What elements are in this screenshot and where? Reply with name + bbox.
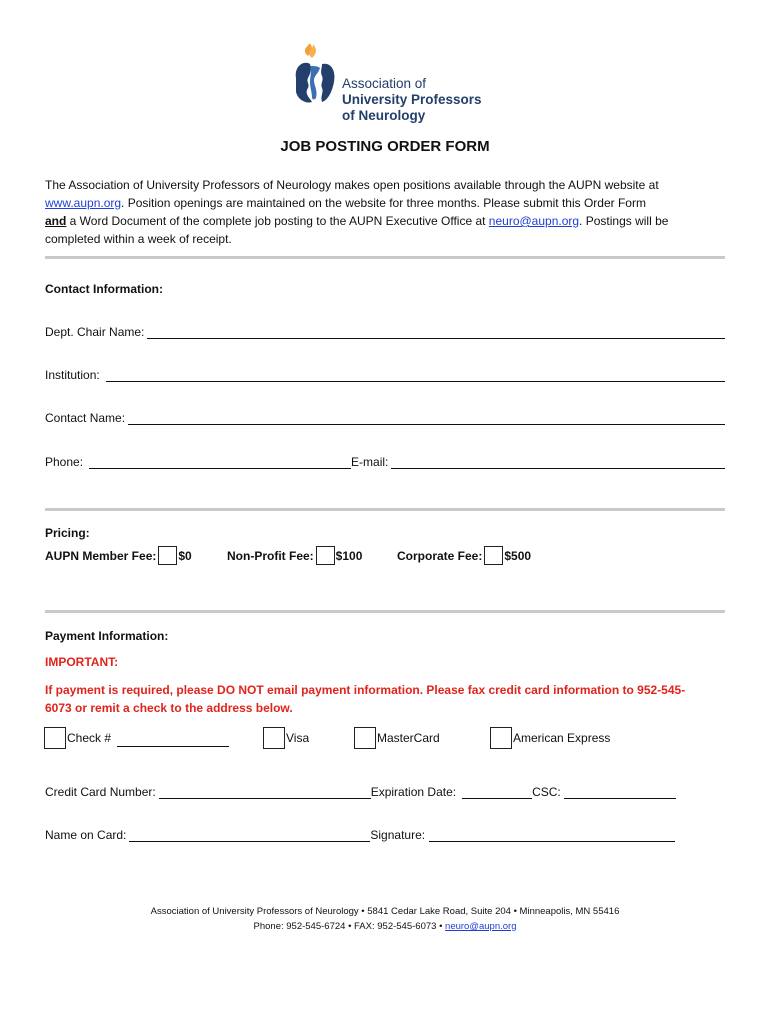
payment-heading: Payment Information: bbox=[45, 629, 169, 643]
payment-warning-line-2: 6073 or remit a check to the address below. bbox=[45, 701, 293, 715]
phone-label: Phone: bbox=[45, 455, 84, 469]
footer-email-link[interactable]: neuro@aupn.org bbox=[445, 921, 517, 932]
expiration-label: Expiration Date: bbox=[370, 785, 457, 799]
csc-input[interactable] bbox=[564, 786, 676, 799]
nonprofit-fee-checkbox[interactable] bbox=[316, 546, 335, 565]
aupn-logo bbox=[292, 44, 492, 126]
dept-chair-input[interactable] bbox=[147, 326, 725, 339]
dept-chair-field bbox=[45, 325, 725, 339]
intro-paragraph bbox=[45, 176, 720, 248]
institution-label: Institution: bbox=[45, 368, 100, 382]
check-label: Check # bbox=[67, 731, 112, 745]
divider bbox=[45, 610, 725, 613]
nonprofit-fee-value: $100 bbox=[335, 548, 363, 563]
institution-field bbox=[45, 368, 725, 382]
visa-label: Visa bbox=[286, 731, 310, 745]
card-number-input[interactable] bbox=[159, 786, 371, 799]
intro-text-3: a Word Document of the complete job posting to the AUPN Executive Office at bbox=[66, 214, 489, 228]
name-on-card-label: Name on Card: bbox=[45, 828, 127, 842]
phone-input[interactable] bbox=[89, 456, 351, 469]
nonprofit-fee-option bbox=[227, 546, 362, 565]
footer bbox=[0, 904, 770, 934]
logo-line-1: Association of bbox=[342, 76, 427, 91]
intro-text-4: . Postings will be completed within a week of receipt. bbox=[45, 214, 669, 246]
email-label: E-mail: bbox=[351, 455, 389, 469]
visa-checkbox[interactable] bbox=[263, 727, 285, 749]
logo-line-2: University Professors bbox=[342, 92, 482, 107]
name-on-card-input[interactable] bbox=[129, 829, 370, 842]
intro-text-2: . Position openings are maintained on the website for three months. Please submit this Order Form bbox=[121, 196, 646, 210]
mastercard-label: MasterCard bbox=[377, 731, 440, 745]
contact-name-label: Contact Name: bbox=[45, 411, 126, 425]
visa-option bbox=[263, 727, 309, 749]
divider bbox=[45, 508, 725, 511]
footer-phone-fax: Phone: 952-545-6724 • FAX: 952-545-6073 • bbox=[253, 921, 446, 932]
corporate-fee-checkbox[interactable] bbox=[484, 546, 503, 565]
website-link[interactable]: www.aupn.org bbox=[45, 196, 122, 210]
amex-checkbox[interactable] bbox=[490, 727, 512, 749]
email-input[interactable] bbox=[391, 456, 725, 469]
nonprofit-fee-label: Non-Profit Fee: bbox=[227, 548, 314, 563]
page-title: JOB POSTING ORDER FORM bbox=[280, 138, 490, 155]
payment-warning-line-1: If payment is required, please DO NOT email payment information. Please fax credit card information to 952-545- bbox=[45, 683, 686, 697]
mastercard-checkbox[interactable] bbox=[354, 727, 376, 749]
amex-option bbox=[490, 727, 610, 749]
important-label: IMPORTANT: bbox=[45, 655, 119, 669]
corporate-fee-label: Corporate Fee: bbox=[397, 548, 483, 563]
intro-and-word: and bbox=[45, 214, 67, 228]
dept-chair-label: Dept. Chair Name: bbox=[45, 325, 145, 339]
amex-label: American Express bbox=[513, 731, 611, 745]
contact-name-input[interactable] bbox=[128, 412, 725, 425]
divider bbox=[45, 256, 725, 259]
mastercard-option bbox=[354, 727, 440, 749]
footer-address: Association of University Professors of Neurology • 5841 Cedar Lake Road, Suite 204 • Minneapolis, MN 55416 bbox=[150, 906, 620, 917]
institution-input[interactable] bbox=[106, 369, 725, 382]
member-fee-checkbox[interactable] bbox=[158, 546, 177, 565]
corporate-fee-option bbox=[397, 546, 531, 565]
signature-label: Signature: bbox=[370, 828, 426, 842]
csc-label: CSC: bbox=[532, 785, 561, 799]
card-number-label: Credit Card Number: bbox=[45, 785, 156, 799]
footer-contact bbox=[0, 919, 770, 934]
name-signature-field bbox=[45, 828, 685, 842]
email-link[interactable]: neuro@aupn.org bbox=[488, 214, 580, 228]
pricing-heading: Pricing: bbox=[45, 526, 90, 540]
contact-name-field bbox=[45, 411, 725, 425]
logo-line-3: of Neurology bbox=[342, 108, 426, 123]
intro-text-1: The Association of University Professors of Neurology makes open positions available through the AUPN website at bbox=[45, 178, 659, 192]
check-option bbox=[44, 727, 229, 749]
card-number-field bbox=[45, 785, 685, 799]
member-fee-option bbox=[45, 546, 192, 565]
phone-email-field bbox=[45, 455, 725, 469]
logo-wordmark bbox=[342, 76, 482, 124]
head-profile-icon bbox=[292, 44, 342, 126]
payment-warning bbox=[45, 681, 725, 717]
contact-heading: Contact Information: bbox=[45, 282, 163, 296]
check-number-input[interactable] bbox=[117, 734, 229, 747]
member-fee-value: $0 bbox=[178, 548, 192, 563]
expiration-input[interactable] bbox=[462, 786, 532, 799]
member-fee-label: AUPN Member Fee: bbox=[45, 548, 157, 563]
check-checkbox[interactable] bbox=[44, 727, 66, 749]
corporate-fee-value: $500 bbox=[504, 548, 532, 563]
signature-input[interactable] bbox=[429, 829, 675, 842]
